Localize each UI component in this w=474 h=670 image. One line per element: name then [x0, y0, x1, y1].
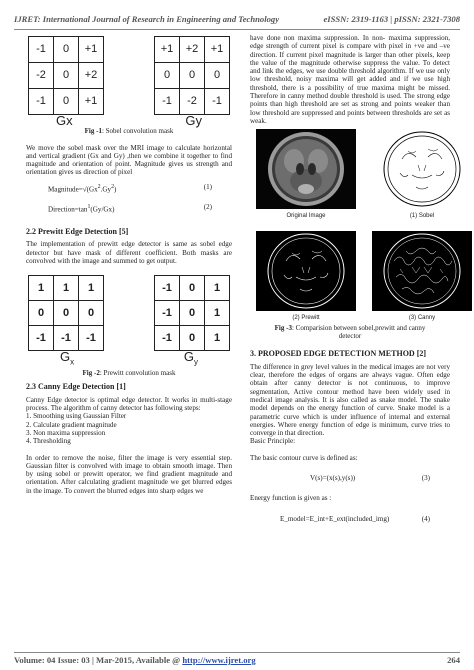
equation-3: V(s)=(x(s),y(s)) (3): [310, 474, 430, 483]
page-number: 264: [447, 655, 460, 665]
nms-paragraph: have done non maxima suppression. In non- maxima suppression, edge strength of current pixel is compare with pixel in +ve and –ve direction. If current pixel magnitude is larger than other pixels, keep the value of the magnitude otherwise suppress the value. To detect and link the edges, we use double threshold algorithm. If we use only low threshold, noisy maxima will get added and if we use high threshold, there is a possibility of true maxima might be missed. Therefore in canny method double threshold is used. The strong edge points than high threshold are set as strong and points weaker than low threshold are suppressed and points between thresholds are set as weak.: [250, 34, 450, 125]
sobel-gy-label: Gy: [185, 113, 202, 128]
fig3-caption: Fig -3: Comparision between sobel,prewitt and canny detector: [274, 323, 426, 341]
prewitt-labels: [26, 351, 232, 367]
mri-canny-image: [372, 231, 472, 311]
canny-paragraph-2: In order to remove the noise, filter the image is very essential step. Gaussian filter is convolved with image to obtain smooth image. Then by using sobel or prewitt operator, we find gradient magnitude and orientation. After calculating gradient magnitude we get blurred edges in the image. To convert the blurred edges into sharp edges we: [26, 453, 232, 495]
footer-volume-info: Volume: 04 Issue: 03 | Mar-2015, Available @ http://www.ijret.org: [14, 655, 256, 665]
canny-step-3: 3. Non maxima suppression: [26, 428, 106, 437]
equation-2: $Direction=\tan^1(Gy/Gx)$ (2): [48, 203, 212, 214]
equation-1: $Magnitude=√(Gx^2.Gy^2)$ (1): [48, 182, 212, 194]
sobel-gx-table: -1 0 +1 -2 0 +2 -1 0 +1: [28, 36, 104, 115]
journal-title: IJRET: International Journal of Research in Engineering and Technology: [14, 14, 280, 24]
prewitt-image-label: (2) Prewitt: [292, 314, 320, 321]
issn-info: eISSN: 2319-1163 | pISSN: 2321-7308: [323, 14, 460, 24]
header-rule: [14, 29, 460, 30]
basic-principle-label: Basic Principle:: [250, 437, 296, 446]
prewitt-gy-label: $G_y$: [183, 349, 198, 367]
prewitt-masks: [26, 275, 232, 351]
prewitt-paragraph: The implementation of prewitt edge detector is same as sobel edge detector but have mask of different coefficient. Both masks are convolved with the image and summed to get output.: [26, 240, 232, 265]
sobel-gx-label: Gx: [56, 113, 73, 128]
contour-definition-text: The basic contour curve is defined as:: [250, 453, 358, 462]
mri-prewitt-image: [256, 231, 356, 311]
journal-website-link[interactable]: http://www.ijret.org: [182, 655, 256, 665]
footer-rule: [14, 652, 460, 653]
sobel-image-label: (1) Sobel: [409, 213, 435, 220]
canny-heading: 2.3 Canny Edge Detection [1]: [26, 382, 126, 392]
sobel-labels: [26, 113, 232, 128]
left-column: [26, 34, 232, 495]
original-image-panel: [256, 129, 356, 220]
fig2-caption: Fig -2: Prewitt convolution mask: [82, 369, 176, 378]
sobel-masks: [26, 36, 232, 115]
fig1-caption: Fig -1: Sobel convolution mask: [84, 127, 174, 136]
mri-sobel-image: [372, 129, 472, 209]
mri-original-image: [256, 129, 356, 209]
proposed-method-heading: 3. PROPOSED EDGE DETECTION METHOD [2]: [250, 349, 427, 359]
sobel-image-panel: [372, 129, 472, 220]
proposed-method-paragraph: The difference in grey level values in the medical images are not very clear, therefore the edges of organs are always vague. Often edge obtain after canny detector is not continuous, to improve segmentation, Active contour method have been widely used in medical image analysis. It is also called as snake model. The snake model depends on the energy function of curve. Snake model is a parametric curve which is under influence of internal and external energies. Where energy function of edge is minimum, curve tries to converge in that direction.: [250, 362, 450, 438]
prewitt-image-panel: [256, 231, 356, 322]
right-column: [250, 34, 450, 523]
canny-paragraph: Canny Edge detector is optimal edge detector. It works in multi-stage process. The algorithm of canny detector has following steps:: [26, 395, 232, 413]
canny-image-panel: [372, 231, 472, 322]
canny-image-label: (3) Canny: [408, 314, 436, 321]
equation-4: E_model=E_int+E_ext(included_img) (4): [280, 514, 430, 523]
prewitt-gx-table: 1 1 1 0 0 0 -1 -1 -1: [28, 275, 104, 351]
prewitt-gx-label: $G_x$: [60, 349, 75, 367]
comparison-figure: [256, 129, 450, 322]
sobel-paragraph: We move the sobel mask over the MRI image to calculate horizontal and vertical gradient (Gx and Gy) ,then we combine it together to find magnitude and orientation of point. Magnitude gives us strength and orientation gives us direction of pixel: [26, 143, 232, 177]
prewitt-heading: 2.2 Prewitt Edge Detection [5]: [26, 227, 129, 237]
original-image-label: Original Image: [286, 213, 326, 220]
prewitt-gy-table: -1 0 1 -1 0 1 -1 0 1: [154, 275, 230, 351]
page-header: [14, 14, 460, 28]
canny-step-1: 1. Smoothing using Gaussian Filter: [26, 412, 127, 421]
canny-step-4: 4. Thresholding: [26, 437, 71, 446]
energy-function-text: Energy function is given as :: [250, 494, 332, 503]
canny-step-2: 2. Calculate gradient magnitude: [26, 420, 117, 429]
sobel-gy-table: +1 +2 +1 0 0 0 -1 -2 -1: [154, 36, 230, 115]
